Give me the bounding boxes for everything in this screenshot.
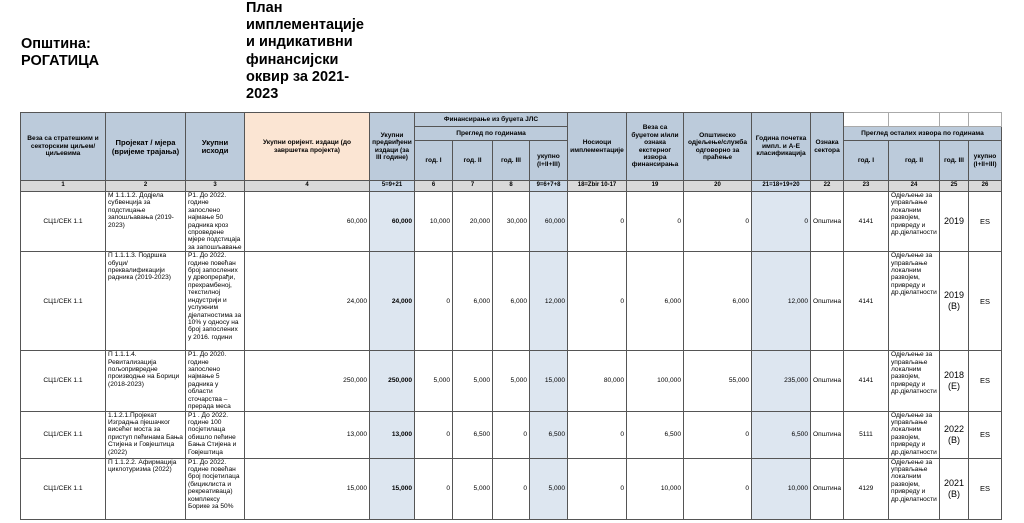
col-header-total-lsg: укупно (I+II+III) — [530, 141, 568, 181]
year2-cell: 5,000 — [453, 458, 493, 519]
link-cell: СЦ1/СЕК 1.1 — [21, 252, 106, 351]
table-row — [21, 458, 1002, 519]
col-header-year1: год. I — [415, 141, 453, 181]
other-year1-cell: 4141 — [844, 351, 889, 411]
planned-costs-cell: 15,000 — [370, 458, 415, 519]
department-cell: 0 — [684, 458, 752, 519]
col-number: 23 — [844, 181, 889, 192]
other-year2-cell: Одјељење за управљање локалним развојем, привреду и др.дјелатности — [889, 252, 940, 351]
col-header-review-years: Преглед по годинама — [415, 127, 568, 141]
planned-costs-cell: 60,000 — [370, 192, 415, 252]
other-total-cell: ES — [969, 351, 1002, 411]
other-year1-cell: 5111 — [844, 411, 889, 458]
col-header-other-total: укупно (I+II+III) — [969, 141, 1002, 181]
year1-cell: 10,000 — [415, 192, 453, 252]
year2-cell: 6,000 — [453, 252, 493, 351]
year1-cell: 5,000 — [415, 351, 453, 411]
year2-cell: 6,500 — [453, 411, 493, 458]
outputs-cell: Р1 . До 2022. године 100 посјетилаца обишло пећине Бања Стијена и Говјештица — [186, 411, 245, 458]
col-header-funding-lsg: Финансирање из буџета ЈЛС — [415, 113, 568, 127]
total-lsg-cell: 15,000 — [530, 351, 568, 411]
sector-code-cell: Општина — [811, 458, 844, 519]
col-header-project: Пројекат / мјера (вријеме трајања) — [106, 113, 186, 181]
total-lsg-cell: 5,000 — [530, 458, 568, 519]
year2-cell: 5,000 — [453, 351, 493, 411]
outputs-cell: Р1. До 2022. године повећан број посјетилаца (бициклиста и рекреативаца) комплексу Борике за 50% — [186, 458, 245, 519]
implementation-plan-table — [20, 112, 1002, 520]
link-cell: СЦ1/СЕК 1.1 — [21, 411, 106, 458]
year1-cell: 0 — [415, 411, 453, 458]
outputs-cell: Р1. До 2022. године повећан број запослених у дрвопрерађи, прехрамбеној, текстилној индустрији и услужним дјелатностима за 10% у односу на број запослених у 2016. години — [186, 252, 245, 351]
other-year2-cell: Одјељење за управљање локалним развојем, привреду и др.дјелатности — [889, 192, 940, 252]
implementers-cell: 0 — [568, 411, 627, 458]
other-year1-cell: 4141 — [844, 252, 889, 351]
year1-cell: 0 — [415, 458, 453, 519]
other-year2-cell: Одјељење за управљање локалним развојем, привреду и др.дјелатности — [889, 411, 940, 458]
start-year-cell: 10,000 — [752, 458, 811, 519]
oriented-costs-cell: 250,000 — [245, 351, 370, 411]
project-cell: П 1.1.1.3. Подршка обуци/преквалификацији радника (2019-2023) — [106, 252, 186, 351]
col-header-link: Веза са стратешким и секторским циљем/ циљевима — [21, 113, 106, 181]
budget-link-cell: 6,000 — [627, 252, 684, 351]
blank-header-cell — [969, 113, 1002, 127]
budget-link-cell: 6,500 — [627, 411, 684, 458]
start-year-cell: 235,000 — [752, 351, 811, 411]
outputs-cell: Р1. До 2020. године запослено најмање 5 радника у области сточарства – прерада меса — [186, 351, 245, 411]
title-line: оквир за 2021- — [246, 68, 350, 85]
year3-cell: 30,000 — [493, 192, 530, 252]
title-line: имплементације — [246, 17, 364, 34]
col-number: 2 — [106, 181, 186, 192]
blank-header-cell — [889, 113, 940, 127]
blank-header-cell — [940, 113, 969, 127]
title-line: финансијски — [246, 51, 339, 68]
col-number: 4 — [245, 181, 370, 192]
other-year2-cell: Одјељење за управљање локалним развојем, привреду и др.дјелатности — [889, 351, 940, 411]
col-number: 19 — [627, 181, 684, 192]
col-header-year3: год. III — [493, 141, 530, 181]
implementers-cell: 0 — [568, 192, 627, 252]
oriented-costs-cell: 24,000 — [245, 252, 370, 351]
title-line: и индикативни — [246, 34, 353, 51]
year2-cell: 20,000 — [453, 192, 493, 252]
other-year3-cell: 2019 — [940, 192, 969, 252]
oriented-costs-cell: 60,000 — [245, 192, 370, 252]
col-number: 6 — [415, 181, 453, 192]
implementers-cell: 0 — [568, 458, 627, 519]
project-cell: 1.1.2.1.Пројекат Изградња пјешачког висећег моста за приступ пећинама Бања Стијена и Говјештица (2022) — [106, 411, 186, 458]
other-year3-cell: 2019 (B) — [940, 252, 969, 351]
col-number: 5=9+21 — [370, 181, 415, 192]
budget-link-cell: 0 — [627, 192, 684, 252]
other-year1-cell: 4129 — [844, 458, 889, 519]
col-number: 21=18+19+20 — [752, 181, 811, 192]
planned-costs-cell: 250,000 — [370, 351, 415, 411]
col-header-other-year1: год. I — [844, 141, 889, 181]
other-total-cell: ES — [969, 458, 1002, 519]
col-number: 18=Zbir 10-17 — [568, 181, 627, 192]
col-number: 8 — [493, 181, 530, 192]
start-year-cell: 6,500 — [752, 411, 811, 458]
col-number: 25 — [940, 181, 969, 192]
col-header-implementers: Носиоци имплементације — [568, 113, 627, 181]
col-number: 20 — [684, 181, 752, 192]
col-header-sector-code: Ознака сектора — [811, 113, 844, 181]
col-number: 3 — [186, 181, 245, 192]
year3-cell: 5,000 — [493, 351, 530, 411]
sector-code-cell: Општина — [811, 411, 844, 458]
other-year3-cell: 2018 (E) — [940, 351, 969, 411]
start-year-cell: 0 — [752, 192, 811, 252]
implementers-cell: 80,000 — [568, 351, 627, 411]
link-cell: СЦ1/СЕК 1.1 — [21, 192, 106, 252]
col-header-budget-link: Веза са буџетом и/или ознака екстерног извора финансирања — [627, 113, 684, 181]
title-line: 2023 — [246, 86, 279, 103]
budget-link-cell: 100,000 — [627, 351, 684, 411]
sector-code-cell: Општина — [811, 192, 844, 252]
department-cell: 0 — [684, 192, 752, 252]
planned-costs-cell: 24,000 — [370, 252, 415, 351]
col-header-oriented-costs: Укупни оријент. издаци (до завршетка пројекта) — [245, 113, 370, 181]
col-number: 7 — [453, 181, 493, 192]
project-cell: М 1.1.1.2. Додјела субвенција за подстицање запошљавања (2019-2023) — [106, 192, 186, 252]
implementers-cell: 0 — [568, 252, 627, 351]
col-header-other-year2: год. II — [889, 141, 940, 181]
col-number: 9=6+7+8 — [530, 181, 568, 192]
total-lsg-cell: 12,000 — [530, 252, 568, 351]
oriented-costs-cell: 15,000 — [245, 458, 370, 519]
project-cell: П 1.1.1.4. Ревитализација пољопривредне производње на Борици (2018-2023) — [106, 351, 186, 411]
table-row — [21, 351, 1002, 411]
col-number: 22 — [811, 181, 844, 192]
planned-costs-cell: 13,000 — [370, 411, 415, 458]
municipality-label — [21, 36, 99, 70]
title-line: План — [246, 0, 283, 16]
year1-cell: 0 — [415, 252, 453, 351]
table-row — [21, 411, 1002, 458]
link-cell: СЦ1/СЕК 1.1 — [21, 351, 106, 411]
document-title — [246, 0, 386, 103]
sector-code-cell: Општина — [811, 252, 844, 351]
other-year3-cell: 2021 (B) — [940, 458, 969, 519]
col-number: 26 — [969, 181, 1002, 192]
col-number: 1 — [21, 181, 106, 192]
year3-cell: 0 — [493, 458, 530, 519]
blank-header-cell — [844, 113, 889, 127]
col-header-other-sources: Преглед осталих извора по годинама — [844, 127, 1002, 141]
other-year2-cell: Одјељење за управљање локалним развојем, привреду и др.дјелатности — [889, 458, 940, 519]
project-cell: П 1.1.2.2. Афирмација циклотуризма (2022) — [106, 458, 186, 519]
municipality-name: РОГАТИЦА — [21, 53, 100, 69]
col-header-year2: год. II — [453, 141, 493, 181]
col-header-outputs: Укупни исходи — [186, 113, 245, 181]
table-row — [21, 192, 1002, 252]
other-total-cell: ES — [969, 252, 1002, 351]
other-year3-cell: 2022 (B) — [940, 411, 969, 458]
department-cell: 0 — [684, 411, 752, 458]
department-cell: 55,000 — [684, 351, 752, 411]
col-header-department: Општинско одјељење/служба одговорно за праћење — [684, 113, 752, 181]
col-number: 24 — [889, 181, 940, 192]
municipality-caption: Општина: — [21, 36, 91, 52]
col-header-other-year3: год. III — [940, 141, 969, 181]
outputs-cell: Р1. До 2022. године запослено најмање 50 радника кроз спроведене мјере подстицаја за запошљавање — [186, 192, 245, 252]
table-row — [21, 252, 1002, 351]
link-cell: СЦ1/СЕК 1.1 — [21, 458, 106, 519]
year3-cell: 0 — [493, 411, 530, 458]
total-lsg-cell: 60,000 — [530, 192, 568, 252]
year3-cell: 6,000 — [493, 252, 530, 351]
column-number-row — [21, 181, 1002, 192]
other-year1-cell: 4141 — [844, 192, 889, 252]
col-header-start-year: Година почетка импл. и А-Е класификација — [752, 113, 811, 181]
other-total-cell: ES — [969, 192, 1002, 252]
other-total-cell: ES — [969, 411, 1002, 458]
col-header-planned-costs: Укупни предвиђени издаци (за III године) — [370, 113, 415, 181]
budget-link-cell: 10,000 — [627, 458, 684, 519]
total-lsg-cell: 6,500 — [530, 411, 568, 458]
oriented-costs-cell: 13,000 — [245, 411, 370, 458]
department-cell: 6,000 — [684, 252, 752, 351]
sector-code-cell: Општина — [811, 351, 844, 411]
start-year-cell: 12,000 — [752, 252, 811, 351]
